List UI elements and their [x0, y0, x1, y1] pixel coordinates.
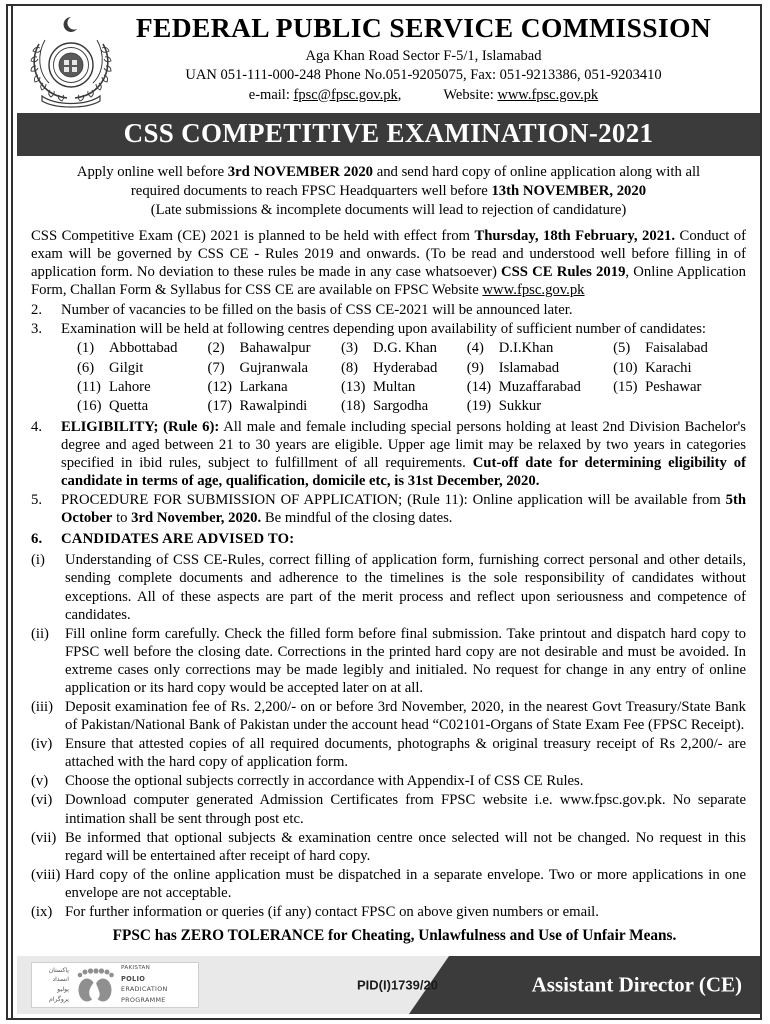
css-ce-rules-ref: CSS CE Rules 2019 — [501, 264, 626, 281]
org-phones: UAN 051-111-000-248 Phone No.051-9205075, Fax: 051-9213386, 051-9203410 — [185, 67, 662, 84]
org-contact-row — [105, 86, 742, 105]
list-item — [31, 551, 746, 623]
item-5-number: 5. — [31, 492, 43, 509]
advice-text: For further information or queries (if any) contact FPSC on above given numbers or email. — [65, 903, 599, 920]
centre-name: D.I.Khan — [498, 340, 554, 357]
organization-block — [27, 13, 750, 105]
polio-urdu-line: انسداد — [52, 976, 69, 984]
centre-name: D.G. Khan — [372, 340, 437, 357]
advice-text: Download computer generated Admission Certificates from FPSC website i.e. www.fpsc.gov.pk. No separate intimation shall be sent through post etc. — [65, 792, 746, 827]
centre-name: Faisalabad — [645, 340, 708, 357]
centre-name — [645, 397, 737, 416]
centre-index: (6) — [77, 359, 95, 376]
centre-name: Quetta — [109, 397, 149, 414]
centre-name: Karachi — [645, 359, 692, 376]
centre-index: (19) — [466, 397, 492, 414]
advice-marker: (viii) — [31, 866, 61, 883]
centre-name: Sukkur — [498, 397, 542, 414]
pid-number: PID(I)1739/20 — [357, 977, 438, 993]
item-4-number: 4. — [31, 418, 43, 435]
page-title: FEDERAL PUBLIC SERVICE COMMISSION — [135, 12, 712, 43]
centre-name: Muzaffarabad — [498, 378, 581, 395]
list-item — [31, 866, 746, 902]
state-emblem-icon — [25, 10, 117, 108]
polio-programme-logo — [31, 962, 199, 1008]
centre-name: Rawalpindi — [239, 397, 308, 414]
lead-2a: required documents to reach FPSC Headquarters well before — [130, 182, 492, 199]
centre-index: (4) — [466, 340, 484, 357]
centre-index: (12) — [207, 378, 233, 395]
advice-marker: (ix) — [31, 903, 53, 920]
list-item — [31, 903, 746, 921]
eligibility-body: All male and female including special persons holding at least 2nd Division Bachelor's degree and aged between 21 to 30 years are eligible. Upper age limit may be relaxed by two years in categories specified in ibid rules, subject to fulfillment of all requirements. — [61, 418, 747, 472]
centre-index: (5) — [613, 340, 631, 357]
polio-urdu-line: پروگرام — [48, 995, 69, 1003]
advice-text: Hard copy of the online application must be dispatched in a separate envelope. Two or more applications in one envelope are not acceptable. — [65, 866, 746, 901]
item-4-eligibility — [31, 418, 746, 490]
advice-text: Be informed that optional subjects & examination centre once selected will not be changed. No request in this regard will be entertained after receipt of hard copy. — [65, 829, 746, 864]
email-label: e-mail: — [248, 86, 290, 103]
item-3-number: 3. — [31, 321, 43, 338]
application-open-date: 5th October — [61, 492, 746, 527]
advice-marker: (vii) — [31, 829, 57, 846]
lead-line-3: (Late submissions & incomplete documents will lead to rejection of candidature) — [150, 201, 627, 218]
centres-table — [77, 339, 737, 415]
lead-1a: Apply online well before — [76, 163, 228, 180]
centre-index: (14) — [466, 378, 492, 395]
polio-urdu-text — [35, 966, 69, 1004]
centre-name: Peshawar — [645, 378, 702, 395]
item-6-advice-heading — [31, 530, 746, 548]
exam-start-date: Thursday, 18th February, 2021. — [474, 227, 676, 244]
footer — [17, 956, 760, 1016]
polio-urdu-line: پاکستان — [48, 966, 69, 974]
email-value[interactable]: fpsc@fpsc.gov.pk, — [293, 86, 402, 103]
advice-marker: (i) — [31, 552, 45, 569]
list-item — [31, 829, 746, 865]
advice-text: Choose the optional subjects correctly in accordance with Appendix-I of CSS CE Rules. — [65, 773, 584, 790]
website-value[interactable]: www.fpsc.gov.pk — [497, 86, 599, 103]
advice-marker: (v) — [31, 773, 49, 790]
cutoff-date-note: Cut-off date for determining eligibility of candidate in terms of age, qualification, domicile etc, is 31st December, 2020. — [61, 455, 746, 490]
exam-centres-list — [31, 339, 746, 415]
list-item — [31, 698, 746, 734]
centre-name: Larkana — [239, 378, 288, 395]
procedure-to: to — [112, 510, 132, 527]
centre-name: Multan — [372, 378, 416, 395]
website-group — [443, 86, 598, 105]
table-row — [77, 378, 737, 397]
list-item — [31, 735, 746, 771]
table-row — [77, 359, 737, 378]
centre-index: (17) — [207, 397, 233, 414]
item-3-centres — [31, 320, 746, 338]
lead-line-2 — [31, 182, 746, 201]
advice-marker: (iv) — [31, 736, 53, 753]
list-item — [31, 772, 746, 790]
advice-marker: (ii) — [31, 625, 49, 642]
p1-c: Conduct of exam will be governed by CSS CE - Rules 2019 and onwards. (To be read and understood well before filling in of application form. No deviation to these rules be made in any case whatsoever) — [31, 227, 746, 281]
advice-text: Fill online form carefully. Check the filled form before final submission. Take printout and dispatch hard copy to FPSC well before the closing date. Corrections in the printed hard copy are not desirable and must be avoided. In extreme cases only corrections may be made legibly and initialed. No request for change in any entry of online application or its hard copy would be accepted later on at all. — [65, 625, 746, 696]
paragraph-exam-schedule — [31, 227, 746, 299]
centre-index: (16) — [77, 397, 102, 414]
eligibility-heading: ELIGIBILITY; (Rule 6): — [61, 418, 220, 435]
notice-body — [17, 156, 760, 946]
centre-name: Islamabad — [498, 359, 560, 376]
page-content — [17, 4, 760, 1016]
polio-logo-text — [121, 964, 168, 1005]
item-6-number: 6. — [31, 531, 43, 548]
website-label: Website: — [443, 86, 494, 103]
centre-name: Abbottabad — [109, 340, 178, 357]
lead-1c: and send hard copy of online application along with all — [373, 163, 701, 180]
advice-marker: (iii) — [31, 699, 54, 716]
centre-index: (13) — [340, 378, 366, 395]
centre-index — [613, 397, 645, 416]
centre-name: Gilgit — [109, 359, 144, 376]
application-close-date: 3rd November, 2020. — [131, 510, 262, 527]
list-item — [31, 625, 746, 697]
centre-index: (1) — [77, 340, 95, 357]
advice-marker: (vi) — [31, 792, 53, 809]
advice-text: Deposit examination fee of Rs. 2,200/- on or before 3rd November, 2020, in the nearest Govt Treasury/State Bank of Pakistan/National Bank of Pakistan under the account head “C02101-Organs of State Exam Fee (FPSC Receipt). — [65, 699, 746, 734]
centre-name: Lahore — [109, 378, 151, 395]
procedure-body: PROCEDURE FOR SUBMISSION OF APPLICATION; (Rule 11): Online application will be available from — [61, 492, 726, 509]
centre-name: Sargodha — [372, 397, 429, 414]
fpsc-website-link[interactable]: www.fpsc.gov.pk — [482, 282, 585, 299]
item-3-text: Examination will be held at following centres depending upon availability of sufficient number of candidates: — [61, 321, 706, 338]
centre-name: Gujranwala — [239, 359, 309, 376]
polio-line-1: PAKISTAN — [121, 965, 151, 972]
table-row — [77, 339, 737, 358]
centre-index: (9) — [466, 359, 484, 376]
item-5-text — [61, 491, 746, 527]
item-2-text: Number of vacancies to be filled on the basis of CSS CE-2021 will be announced later. — [61, 302, 573, 319]
footer-bar — [17, 956, 760, 1014]
polio-line-2: POLIO — [121, 974, 146, 983]
centre-index: (11) — [77, 378, 101, 395]
polio-urdu-line: پولیو — [57, 986, 69, 993]
centre-name: Hyderabad — [372, 359, 438, 376]
polio-footprints-icon — [73, 966, 117, 1004]
deadline-hardcopy-date: 13th NOVEMBER, 2020 — [491, 182, 647, 199]
signature-designation: Assistant Director (CE) — [531, 972, 742, 997]
item-2-number: 2. — [31, 302, 43, 319]
centre-index: (8) — [340, 359, 359, 376]
centre-index: (3) — [340, 340, 359, 357]
polio-line-4: PROGRAMME — [121, 996, 166, 1005]
lead-line-1 — [31, 163, 746, 182]
centre-index: (2) — [207, 340, 225, 357]
centre-index: (10) — [613, 359, 638, 376]
p1-a: CSS Competitive Exam (CE) 2021 is planned to be held with effect from — [31, 227, 475, 244]
item-4-text — [61, 418, 746, 490]
item-5-procedure — [31, 491, 746, 527]
centre-name: Bahawalpur — [239, 340, 311, 357]
item-6-heading: CANDIDATES ARE ADVISED TO: — [61, 531, 295, 548]
item-2-vacancies — [31, 301, 746, 319]
deadline-apply-date: 3rd NOVEMBER 2020 — [227, 163, 374, 180]
org-address: Aga Khan Road Sector F-5/1, Islamabad — [305, 48, 542, 65]
advice-text: Understanding of CSS CE-Rules, correct filling of application form, furnishing correct personal and other details, sending complete documents and adherence to the timelines is the sole responsibility of candidates without exceptions. All of these aspects are part of the merit process and reflect upon seriousness and competence of candidates. — [65, 552, 746, 623]
p1-e: , Online Application Form, Challan Form & Syllabus for CSS CE are available on FPSC Website — [31, 264, 746, 299]
zero-tolerance-notice: FPSC has ZERO TOLERANCE for Cheating, Unlawfulness and Use of Unfair Means. — [112, 926, 677, 944]
masthead — [17, 4, 760, 111]
deadline-lead — [31, 163, 746, 220]
email-group — [249, 86, 402, 105]
advice-text: Ensure that attested copies of all required documents, photographs & original treasury receipt of Rs 2,200/- are attached with the hard copy of application form. — [65, 736, 746, 771]
procedure-tail: Be mindful of the closing dates. — [261, 510, 453, 527]
centre-index: (7) — [207, 359, 225, 376]
centre-index: (15) — [613, 378, 638, 395]
list-item — [31, 791, 746, 827]
exam-title-banner: CSS COMPETITIVE EXAMINATION-2021 — [17, 113, 760, 156]
polio-line-3: ERADICATION — [121, 985, 168, 994]
table-row — [77, 397, 737, 416]
centre-index: (18) — [340, 397, 366, 414]
